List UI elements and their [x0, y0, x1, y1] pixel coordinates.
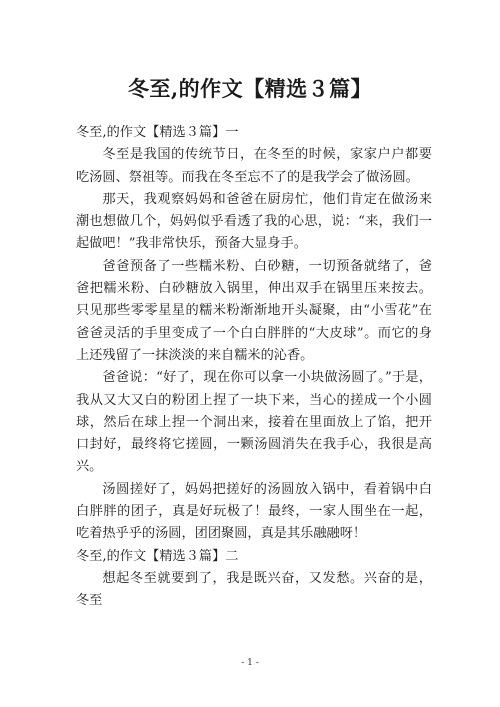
paragraph: 爸爸说：“好了，现在你可以拿一小块做汤圆了。”于是，我从又大又白的粉团上捏了一块下来，当心的搓成一个小圆球，然后在球上捏一个洞出来，接着在里面放上了馅，把开口封好，最终将它搓圆，一颗汤圆消失在我手心，我很是高兴。	[76, 370, 432, 475]
document-title: 冬至,的作文【精选３篇】	[127, 76, 373, 101]
paragraph: 那天，我观察妈妈和爸爸在厨房忙，他们肯定在做汤来潮也想做几个，妈妈似乎看透了我的心思，说：“来，我们一起做吧！”我非常快乐，预备大显身手。	[76, 191, 432, 252]
section-heading: 冬至,的作文【精选３篇】二	[76, 548, 239, 564]
paragraph: 爸爸预备了一些糯米粉、白砂糖，一切预备就绪了，爸爸把糯米粉、白砂糖放入锅里，伸出双手在锅里压来按去。只见那些零零星星的糯米粉渐渐地开头凝聚，由“小雪花”在爸爸灵活的手里变成了一个白白胖胖的“大皮球”。而它的身上还残留了一抹淡淡的来自糯米的沁香。	[76, 258, 432, 363]
paragraph: 冬至是我国的传统节日，在冬至的时候，家家户户都要吃汤圆、祭祖等。而我在冬至忘不了的是我学会了做汤圆。	[76, 147, 432, 185]
section-heading: 冬至,的作文【精选３篇】一	[76, 125, 239, 140]
document-body	[76, 122, 432, 613]
paragraph: 想起冬至就要到了，我是既兴奋，又发愁。兴奋的是，冬至	[76, 570, 432, 609]
paragraph: 汤圆搓好了，妈妈把搓好的汤圆放入锅中，看着锅中白白胖胖的团子，真是好玩极了！最终，一家人围坐在一起，吃着热乎乎的汤圆，团团聚圆，真是其乐融融呀！	[76, 481, 432, 542]
page-number: - 1 -	[241, 658, 259, 668]
